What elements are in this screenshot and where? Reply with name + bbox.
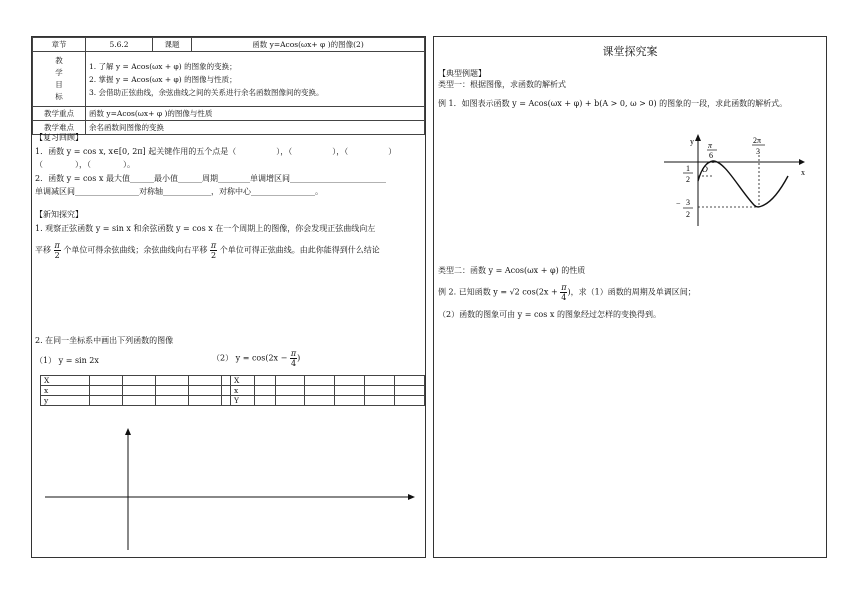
pi-over-2-fraction: $\frac{\pi}{2}$: [210, 241, 217, 260]
key-point-value: 函数 y=Acos(ωx+ φ )的图像与性质: [86, 107, 425, 121]
x-tick-label: 2π: [753, 136, 762, 145]
y-tick-label: −: [676, 199, 681, 208]
left-panel: [31, 36, 426, 558]
y-tick-label: 1: [686, 164, 690, 173]
y-tick-label: 2: [686, 210, 690, 219]
task2-function-1: （1） y = sin 2x: [35, 356, 99, 365]
example2-line1: 例 2. 已知函数 y = √2 cos(2x + $\frac{\pi}{4}$ )，求（1）函数的周期及单调区间；: [438, 283, 696, 302]
goal-item: 3. 会借助正弦曲线，余弦曲线之间的关系进行余名函数图像间的变换。: [89, 87, 324, 97]
goals-label: 教 学 目 标: [33, 52, 86, 107]
x-tick-label: 3: [756, 147, 760, 156]
explore-p1-line1: 1. 观察正弦函数 y = sin x 和余弦函数 y = cos x 在一个周期上的图像，你会发现正弦曲线向左: [35, 224, 376, 233]
type2-heading: 类型二：函数 y = Acos(ωx + φ) 的性质: [438, 266, 586, 275]
y-tick-label: 2: [686, 175, 690, 184]
task2-title: 2. 在同一坐标系中画出下列函数的图像: [35, 336, 174, 345]
lesson-value: 函数 y=Acos(ωx+ φ )的图像(2): [192, 38, 425, 52]
page-title: 课堂探究案: [602, 45, 658, 58]
origin-label: O: [702, 165, 708, 174]
difficulty-label: 教学难点: [33, 121, 86, 135]
type1-heading: 类型一：根据图像，求函数的解析式: [438, 80, 566, 89]
goal-item: 2. 掌握 y = Acos(ωx + φ) 的图像与性质；: [89, 74, 237, 84]
x-axis-label: x: [801, 168, 805, 177]
explore-p1-line2: 平移 $\frac{\pi}{2}$ 个单位可得余弦曲线；余弦曲线向右平移 $\frac{\pi}{2}$ 个单位可得正弦曲线。由此你能得到什么结论: [35, 241, 380, 260]
review-q1-line2: （ ），（ ）。: [35, 160, 135, 169]
pi-over-2-fraction: $\frac{\pi}{2}$: [54, 241, 60, 260]
value-table-2: X x Y: [230, 375, 425, 406]
cosine-curve: [698, 161, 788, 207]
examples-title: 【典型例题】: [438, 69, 486, 78]
review-title: 【复习回顾】: [35, 133, 83, 142]
example1-graph: [659, 131, 819, 231]
example1-text: 例 1．如图表示函数 y = Acos(ωx + φ) + b(A > 0, ω > 0) 的图象的一段，求此函数的解析式。: [438, 99, 788, 108]
example2-line2: （2）函数的图象可由 y = cos x 的图象经过怎样的变换得到。: [438, 310, 661, 319]
explore-title: 【新知探究】: [35, 210, 83, 219]
goals-table: [32, 51, 425, 135]
y-tick-label: 3: [686, 198, 690, 207]
lesson-label: 课题: [153, 38, 192, 52]
y-axis-label: y: [690, 137, 694, 146]
right-panel: [433, 36, 827, 558]
value-table-1: X x y: [40, 375, 255, 406]
section-label: 章节: [33, 38, 86, 52]
x-tick-label: 6: [709, 151, 713, 160]
key-point-label: 教学重点: [33, 107, 86, 121]
review-q1-line1: 1．函数 y = cos x, x∈[0, 2π] 起关键作用的五个点是（ ），（ ），（ ）: [35, 147, 397, 156]
section-value: 5.6.2: [86, 38, 153, 52]
review-q2-line2: 单调减区间________________对称轴____________，对称中心________________。: [35, 187, 323, 196]
task2-function-2: （2） y = cos(2x − $\frac{\pi}{4}$ ): [212, 349, 301, 368]
goal-item: 1. 了解 y = Acos(ωx + φ) 的图象的变换；: [89, 61, 237, 71]
goals-list: [86, 52, 425, 107]
difficulty-value: 余名函数间图像的变换: [86, 121, 425, 135]
review-q2-line1: 2．函数 y = cos x 最大值______最小值______周期________单调增区间________________________: [35, 174, 386, 183]
blank-coordinate-axes: [40, 425, 420, 555]
header-table: [32, 37, 425, 52]
x-tick-label: π: [708, 141, 713, 150]
